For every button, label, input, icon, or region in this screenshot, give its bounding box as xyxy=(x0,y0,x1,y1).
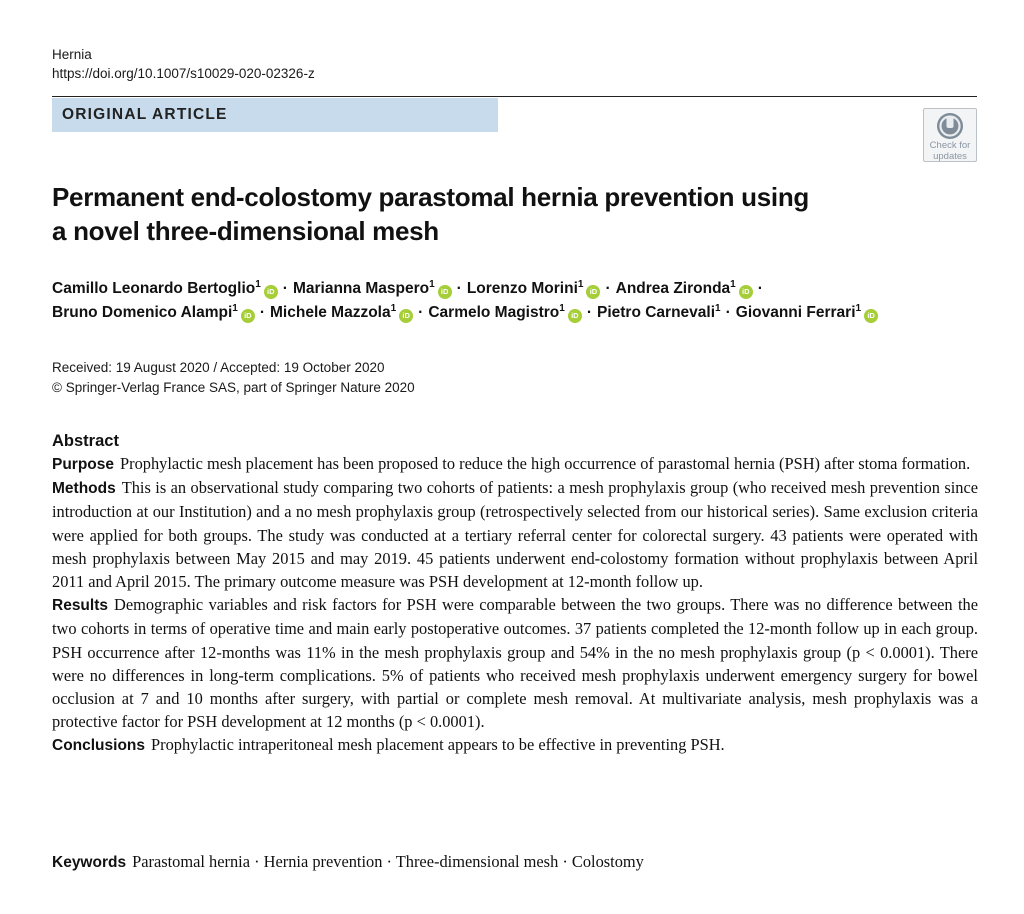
orcid-icon[interactable]: iD xyxy=(568,309,582,323)
author: Michele Mazzola$^1$iD xyxy=(270,304,413,321)
results-label: Results xyxy=(52,597,108,615)
author: Carmelo Magistro$^1$iD xyxy=(428,304,581,321)
orcid-icon[interactable]: iD xyxy=(438,285,452,299)
author: Andrea Zironda$^1$iD xyxy=(616,280,753,297)
methods-label: Methods xyxy=(52,480,116,498)
abstract-purpose xyxy=(52,452,978,476)
abstract-heading: Abstract xyxy=(52,432,119,450)
keywords-label: Keywords xyxy=(52,854,127,871)
author: Bruno Domenico Alampi$^1$iD xyxy=(52,304,255,321)
check-for-updates-button[interactable] xyxy=(923,108,977,162)
methods-text: This is an observational study comparing two cohorts of patients: a mesh prophylaxis group (who received mesh prevention since introduction at our Institution) and a no mesh prophylaxis group (retrospectively selected from our historical series). Same exclusion criteria were applied for both groups. The study was conducted at a tertiary referral center for colorectal surgery. 43 patients were operated with mesh prophylaxis between May 2015 and may 2019. 45 patients underwent end-colostomy formation without prophylaxis between April 2011 and April 2015. The primary outcome measure was PSH development at 12-month follow up. xyxy=(52,478,978,592)
article-title xyxy=(52,180,872,248)
results-text: Demographic variables and risk factors for PSH were comparable between the two groups. There was no difference between the two cohorts in terms of operative time and main early postoperative outcomes. 37 patients completed the 12-month follow up in each group. PSH occurrence after 12-months was 11% in the mesh prophylaxis group and 54% in the no mesh prophylaxis group (p < 0.0001). There were no differences in long-term complications. 5% of patients who received mesh prophylaxis underwent emergency surgery for bowel occlusion at 7 and 10 months after surgery, with partial or complete mesh removal. At multivariate analysis, mesh prophylaxis was a protective factor for PSH development at 12 months (p < 0.0001). xyxy=(52,595,978,732)
keywords-section xyxy=(52,850,978,874)
orcid-icon[interactable]: iD xyxy=(586,285,600,299)
check-updates-label-2: updates xyxy=(933,151,967,162)
conclusions-label: Conclusions xyxy=(52,737,146,755)
received-accepted: Received: 19 August 2020 / Accepted: 19 October 2020 xyxy=(52,360,385,375)
author: Marianna Maspero$^1$iD xyxy=(293,280,452,297)
orcid-icon[interactable]: iD xyxy=(241,309,255,323)
orcid-icon[interactable]: iD xyxy=(739,285,753,299)
article-type-banner: ORIGINAL ARTICLE xyxy=(52,98,498,132)
title-line: a novel three-dimensional mesh xyxy=(52,216,439,246)
purpose-label: Purpose xyxy=(52,456,115,473)
check-updates-label-1: Check for xyxy=(929,140,971,151)
author: Lorenzo Morini$^1$iD xyxy=(467,280,601,297)
orcid-icon[interactable]: iD xyxy=(399,309,413,323)
purpose-text: Prophylactic mesh placement has been proposed to reduce the high occurrence of parastomal hernia (PSH) after stoma formation. xyxy=(120,454,971,473)
abstract-results xyxy=(52,593,978,733)
orcid-icon[interactable]: iD xyxy=(264,285,278,299)
abstract-conclusions xyxy=(52,733,978,757)
journal-info xyxy=(52,45,315,83)
copyright-notice: © Springer-Verlag France SAS, part of Springer Nature 2020 xyxy=(52,380,415,395)
header-rule xyxy=(52,96,977,97)
orcid-icon[interactable]: iD xyxy=(864,309,878,323)
check-updates-icon xyxy=(936,112,964,140)
keywords-text: Parastomal hernia · Hernia prevention · Three-dimensional mesh · Colostomy xyxy=(132,852,644,871)
journal-name: Hernia xyxy=(52,47,92,62)
doi-link[interactable]: https://doi.org/10.1007/s10029-020-02326-z xyxy=(52,66,315,81)
author: Camillo Leonardo Bertoglio$^1$iD xyxy=(52,280,278,297)
abstract-section xyxy=(52,430,978,758)
conclusions-text: Prophylactic intraperitoneal mesh placement appears to be effective in preventing PSH. xyxy=(151,735,725,755)
article-dates xyxy=(52,358,415,398)
author: Giovanni Ferrari$^1$iD xyxy=(736,304,878,321)
abstract-methods xyxy=(52,476,978,593)
title-line: Permanent end-colostomy parastomal hernia prevention using xyxy=(52,182,809,212)
author: Pietro Carnevali$^1$ xyxy=(597,302,721,321)
author-line: Bruno Domenico Alampi$^1$iD · Michele Mazzola$^1$iD · Carmelo Magistro$^1$iD · Pietro Carnevali$^1$ · Giovanni Ferrari$^1$iD xyxy=(52,301,982,325)
author-list xyxy=(52,277,982,325)
author-line: Camillo Leonardo Bertoglio$^1$iD · Marianna Maspero$^1$iD · Lorenzo Morini$^1$iD · Andrea Zironda$^1$iD · xyxy=(52,278,763,297)
